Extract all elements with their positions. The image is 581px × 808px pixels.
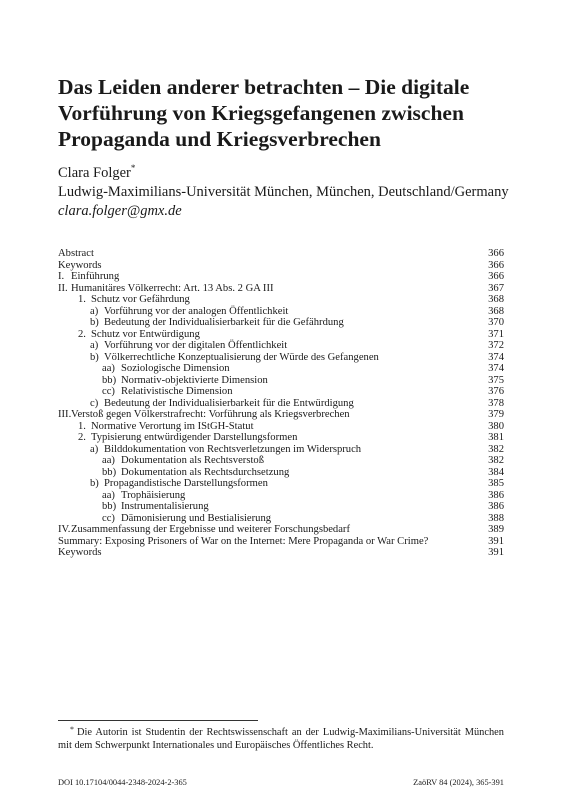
toc-entry[interactable] <box>58 329 504 341</box>
toc-entry-number: IV. <box>58 524 71 535</box>
toc-entry-label <box>58 283 274 295</box>
toc-entry-text: Dokumentation als Rechtsverstoß <box>121 455 264 466</box>
toc-entry-label <box>58 409 350 421</box>
toc-entry-label <box>58 455 264 467</box>
toc-entry-page: 366 <box>488 271 504 282</box>
toc-entry[interactable] <box>58 260 504 272</box>
toc-entry-number: cc) <box>102 386 115 397</box>
toc-entry[interactable] <box>58 467 504 479</box>
author-name: Clara Folger <box>58 165 131 181</box>
toc-entry-text: Instrumentalisierung <box>121 501 209 512</box>
toc-entry-label <box>58 467 289 479</box>
toc-entry-label <box>58 490 185 502</box>
toc-entry-number: b) <box>90 317 99 328</box>
toc-entry-page: 371 <box>488 328 504 340</box>
toc-entry-label <box>58 352 379 364</box>
toc-entry-label <box>58 363 230 375</box>
toc-entry-label <box>58 478 268 490</box>
toc-entry-text: Soziologische Dimension <box>121 363 230 374</box>
toc-entry-page: 366 <box>488 259 504 271</box>
toc-entry-label <box>58 271 119 283</box>
toc-entry-page: 368 <box>488 305 504 317</box>
toc-entry[interactable] <box>58 547 504 559</box>
toc-entry-number: bb) <box>102 466 117 478</box>
toc-entry-page: 381 <box>488 432 504 443</box>
toc-entry-text: Vorführung vor der analogen Öffentlichkeit <box>104 305 289 317</box>
footer-journal: ZaöRV 84 (2024), 365-391 <box>413 778 504 787</box>
toc-entry-number: cc) <box>102 512 115 524</box>
toc-entry[interactable] <box>58 386 504 398</box>
toc-entry-page: 389 <box>488 524 504 535</box>
toc-entry-page: 388 <box>488 512 504 524</box>
toc-entry-number: I. <box>58 271 65 282</box>
author-footnote-mark[interactable]: * <box>130 163 136 173</box>
table-of-contents <box>58 248 504 559</box>
toc-entry[interactable] <box>58 317 504 329</box>
footnote-text: Die Autorin ist Studentin der Rechtswissenschaft an der Ludwig-Maximilians-Universität München mit dem Schwerpunkt Internationales und Europäisches Öffentliches Recht. <box>58 727 504 751</box>
toc-entry[interactable] <box>58 283 504 295</box>
toc-entry[interactable] <box>58 455 504 467</box>
toc-entry-text: Dämonisierung und Bestialisierung <box>121 512 272 524</box>
toc-entry-page: 376 <box>488 386 504 397</box>
toc-entry-text: Einführung <box>71 271 120 282</box>
toc-entry-text: Bedeutung der Individualisierbarkeit für die Entwürdigung <box>104 397 354 409</box>
toc-entry[interactable] <box>58 513 504 525</box>
toc-entry-text: Völkerrechtliche Konzeptualisierung der Würde des Gefangenen <box>104 351 379 363</box>
toc-entry-label <box>58 375 268 387</box>
toc-entry-page: 375 <box>488 374 504 386</box>
footnote <box>58 726 504 752</box>
toc-entry[interactable] <box>58 340 504 352</box>
toc-entry-label <box>58 524 350 536</box>
toc-entry-page: 374 <box>488 351 504 363</box>
toc-entry-text: Zusammenfassung der Ergebnisse und weiterer Forschungsbedarf <box>71 524 350 535</box>
toc-entry[interactable] <box>58 398 504 410</box>
toc-entry-page: 391 <box>488 547 504 558</box>
toc-entry-text: Schutz vor Entwürdigung <box>91 328 200 340</box>
toc-entry[interactable] <box>58 536 504 548</box>
toc-entry-number: aa) <box>102 363 115 374</box>
toc-entry-label <box>58 317 344 329</box>
toc-entry[interactable] <box>58 432 504 444</box>
footnote-divider <box>58 720 258 721</box>
toc-entry-page: 367 <box>488 282 504 294</box>
toc-entry-text: Humanitäres Völkerrecht: Art. 13 Abs. 2 GA III <box>71 282 274 294</box>
toc-entry-label <box>58 421 254 433</box>
article-title: Das Leiden anderer betrachten – Die digitale Vorführung von Kriegsgefangenen zwischen Propaganda und Kriegsverbrechen <box>58 75 470 151</box>
toc-entry-label <box>58 547 102 559</box>
author-affiliation: Ludwig-Maximilians-Universität München, München, Deutschland/Germany <box>58 184 509 200</box>
toc-entry-text: Keywords <box>58 259 102 271</box>
toc-entry[interactable] <box>58 501 504 513</box>
toc-entry-text: Propagandistische Darstellungsformen <box>104 478 268 489</box>
toc-entry-number: c) <box>90 397 99 409</box>
author-email[interactable]: clara.folger@gmx.de <box>58 203 182 219</box>
toc-entry-number: a) <box>90 305 99 317</box>
toc-entry-label <box>58 536 428 548</box>
toc-entry-number: 2. <box>78 432 86 443</box>
toc-entry-page: 368 <box>488 294 504 305</box>
toc-entry-text: Typisierung entwürdigender Darstellungsformen <box>91 432 298 443</box>
toc-entry[interactable] <box>58 375 504 387</box>
toc-entry-number: b) <box>90 478 99 489</box>
toc-entry-number: bb) <box>102 374 117 386</box>
toc-entry-text: Keywords <box>58 547 102 558</box>
toc-entry-text: Bilddokumentation von Rechtsverletzungen im Widerspruch <box>104 443 362 455</box>
toc-entry-text: Normativ-objektivierte Dimension <box>121 374 268 386</box>
toc-entry-label <box>58 501 209 513</box>
toc-entry-page: 380 <box>488 420 504 432</box>
toc-entry[interactable] <box>58 271 504 283</box>
toc-entry[interactable] <box>58 490 504 502</box>
toc-entry-label <box>58 513 271 525</box>
footer-doi[interactable]: DOI 10.17104/0044-2348-2024-2-365 <box>58 778 187 787</box>
toc-entry-label <box>58 386 233 398</box>
toc-entry-text: Bedeutung der Individualisierbarkeit für die Gefährdung <box>104 317 344 328</box>
page-footer <box>58 778 504 788</box>
toc-entry-text: Verstoß gegen Völkerstrafrecht: Vorführung als Kriegsverbrechen <box>71 409 350 420</box>
toc-entry-label <box>58 294 190 306</box>
toc-entry-label <box>58 260 102 272</box>
toc-entry-label <box>58 306 288 318</box>
toc-entry-number: a) <box>90 340 99 351</box>
toc-entry-page: 385 <box>488 478 504 489</box>
toc-entry-page: 370 <box>488 317 504 328</box>
toc-entry-text: Normative Verortung im IStGH-Statut <box>91 420 254 432</box>
toc-entry-label <box>58 444 361 456</box>
author-line <box>58 164 528 183</box>
toc-entry-page: 384 <box>488 466 504 478</box>
toc-entry-text: Abstract <box>58 248 94 259</box>
toc-entry[interactable] <box>58 306 504 318</box>
toc-entry-page: 372 <box>488 340 504 351</box>
toc-entry[interactable] <box>58 409 504 421</box>
toc-entry[interactable] <box>58 363 504 375</box>
toc-entry[interactable] <box>58 478 504 490</box>
toc-entry[interactable] <box>58 524 504 536</box>
toc-entry-label <box>58 340 287 352</box>
toc-entry-label <box>58 432 297 444</box>
toc-entry-text: Trophäisierung <box>121 489 186 501</box>
toc-entry[interactable] <box>58 421 504 433</box>
toc-entry-number: 1. <box>78 420 86 432</box>
toc-entry-text: Schutz vor Gefährdung <box>91 294 190 305</box>
toc-entry-number: 1. <box>78 294 86 305</box>
toc-entry-page: 382 <box>488 443 504 455</box>
toc-entry-page: 386 <box>488 501 504 512</box>
toc-entry-number: aa) <box>102 489 115 501</box>
toc-entry-number: aa) <box>102 455 115 466</box>
toc-entry-page: 386 <box>488 489 504 501</box>
toc-entry-page: 382 <box>488 455 504 466</box>
toc-entry-page: 391 <box>488 535 504 547</box>
toc-entry-text: Summary: Exposing Prisoners of War on the Internet: Mere Propaganda or War Crime? <box>58 535 429 547</box>
toc-entry[interactable] <box>58 248 504 260</box>
author-block <box>58 164 528 221</box>
footnote-mark: * <box>70 725 74 734</box>
toc-entry-page: 366 <box>488 248 504 259</box>
toc-entry-text: Relativistische Dimension <box>121 386 233 397</box>
toc-entry-page: 374 <box>488 363 504 374</box>
toc-entry-label <box>58 398 354 410</box>
toc-entry-number: a) <box>90 443 99 455</box>
toc-entry[interactable] <box>58 294 504 306</box>
toc-entry-page: 379 <box>488 409 504 420</box>
toc-entry-label <box>58 248 94 260</box>
toc-entry-page: 378 <box>488 397 504 409</box>
toc-entry[interactable] <box>58 352 504 364</box>
toc-entry[interactable] <box>58 444 504 456</box>
toc-entry-label <box>58 329 200 341</box>
toc-entry-number: b) <box>90 351 99 363</box>
toc-entry-number: II. <box>58 282 68 294</box>
toc-entry-number: III. <box>58 409 72 420</box>
toc-entry-text: Vorführung vor der digitalen Öffentlichkeit <box>104 340 288 351</box>
toc-entry-number: 2. <box>78 328 86 340</box>
toc-entry-number: bb) <box>102 501 117 512</box>
toc-entry-text: Dokumentation als Rechtsdurchsetzung <box>121 466 290 478</box>
